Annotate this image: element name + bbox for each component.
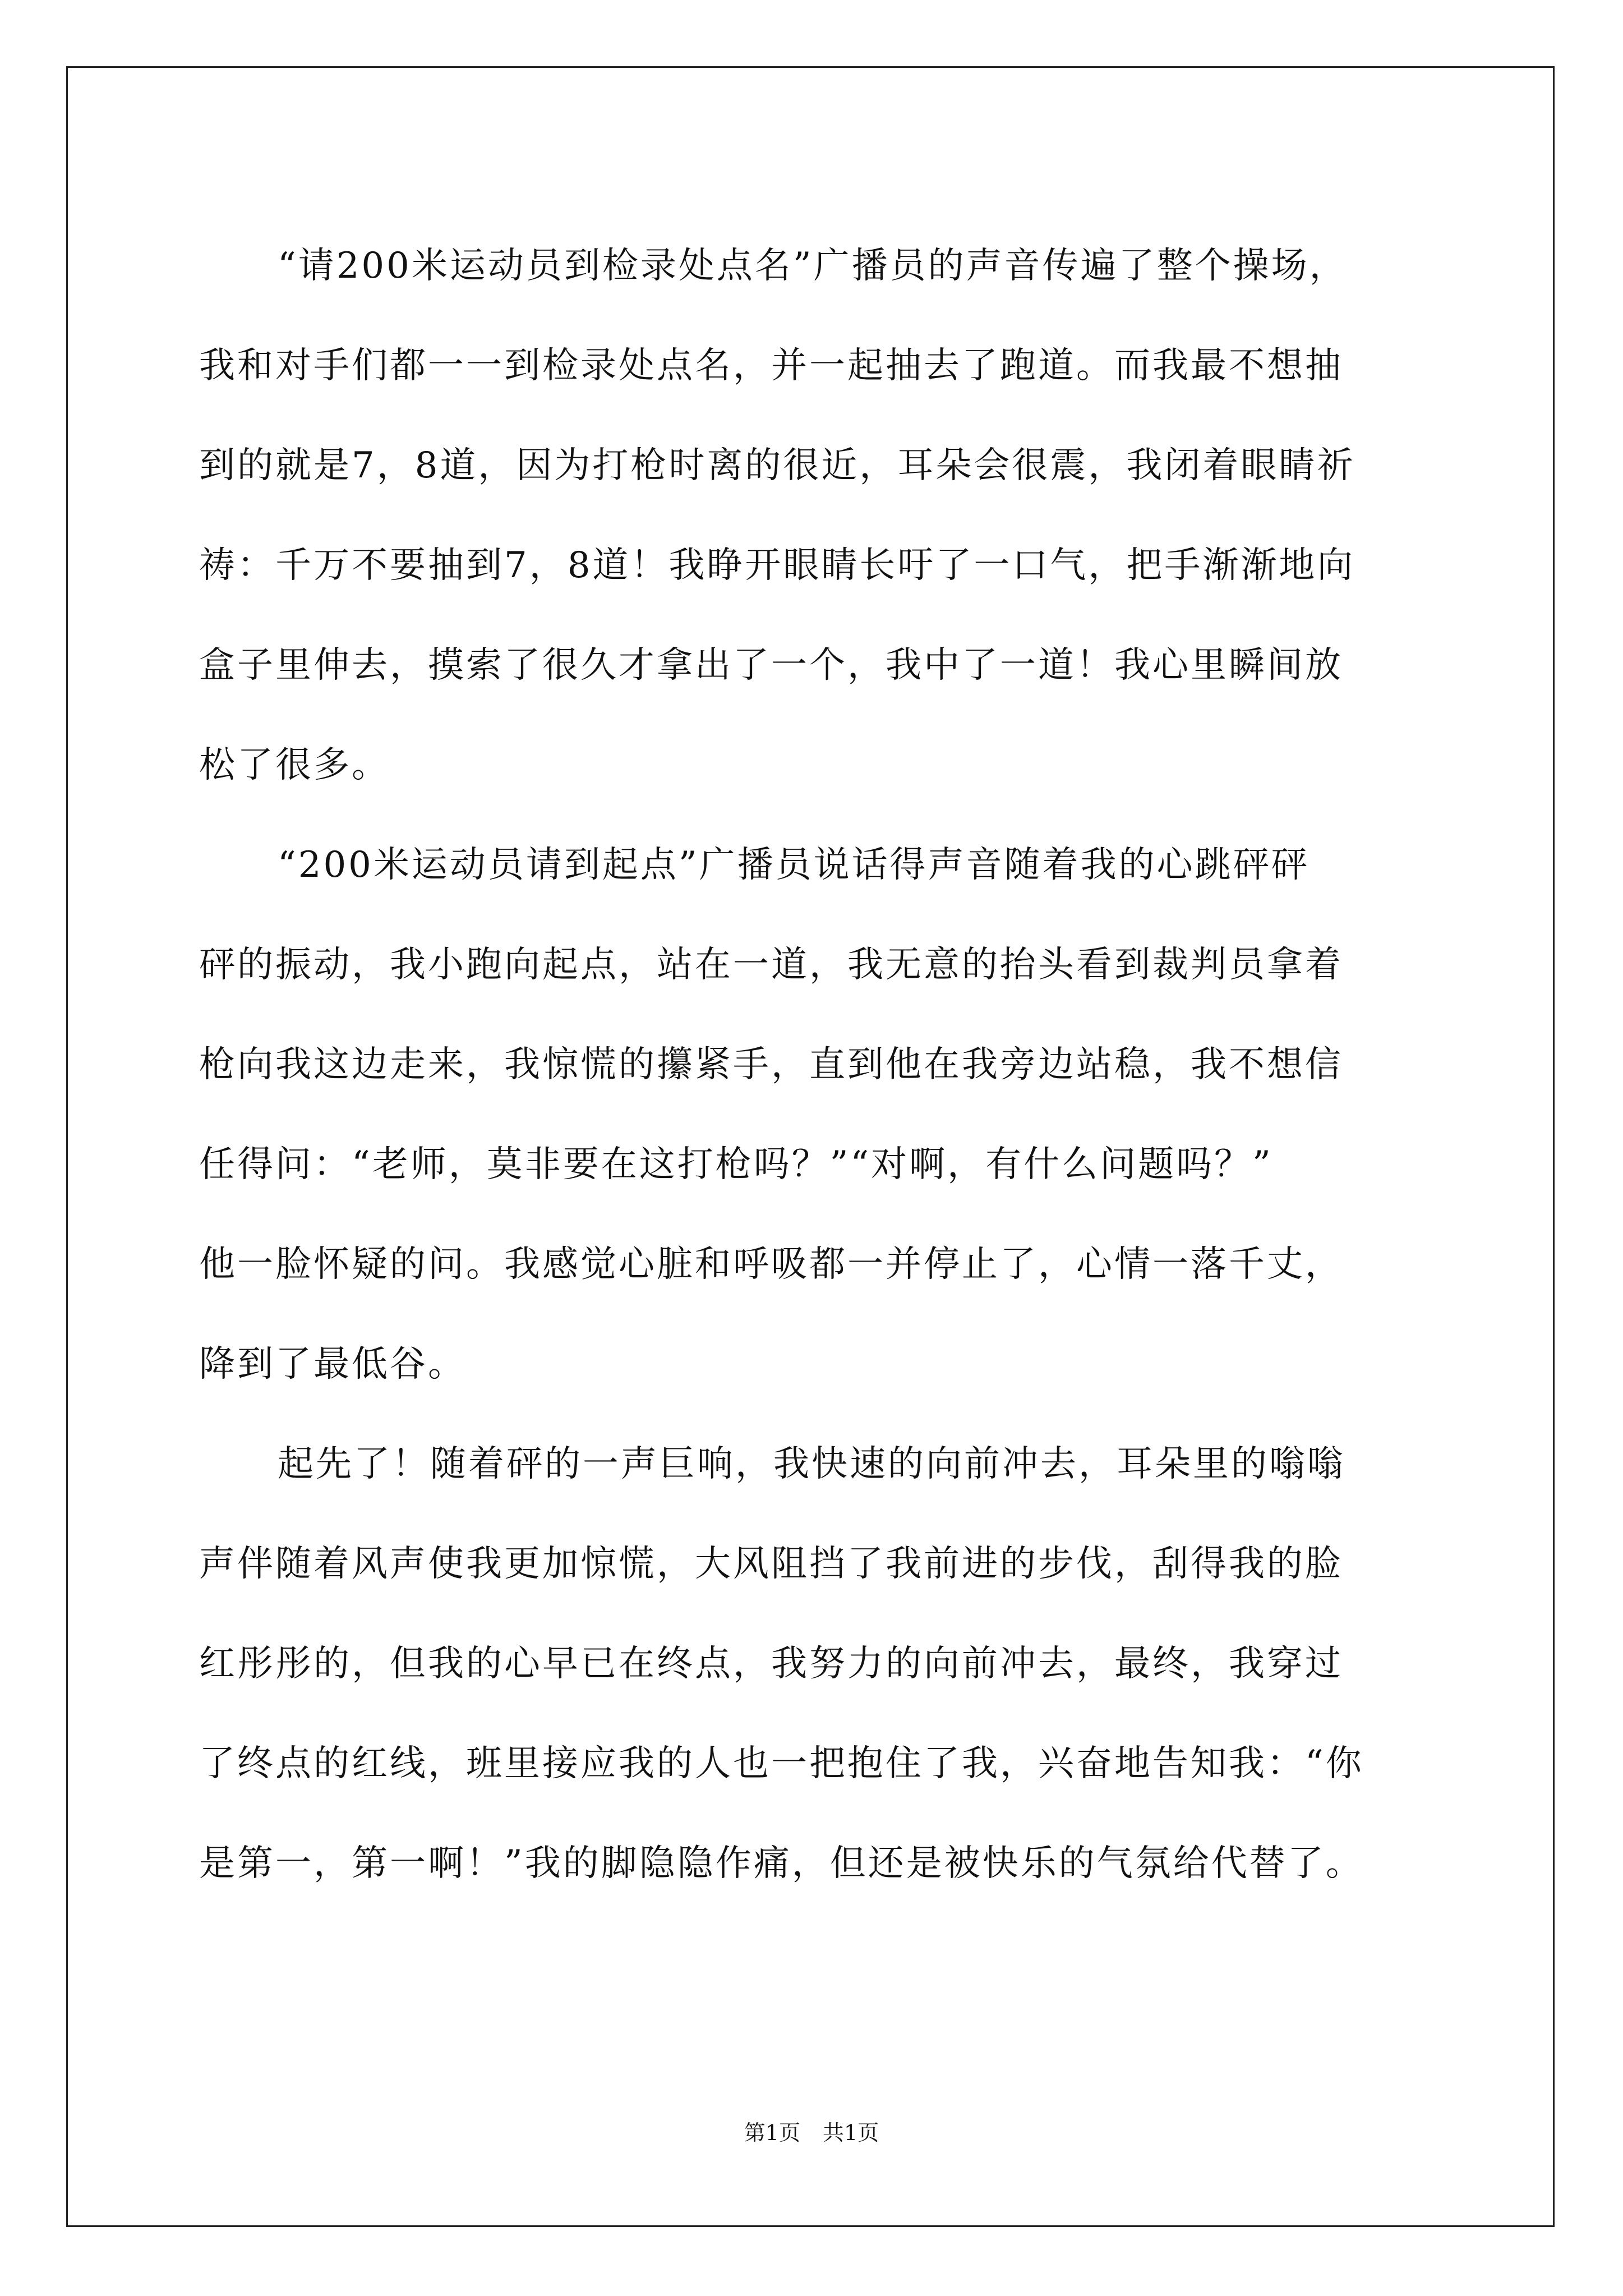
text-line: 是第一，第一啊！”我的脚隐隐作痛，但还是被快乐的气氛给代替了。 [199, 1843, 1364, 1884]
text-line: 砰的振动，我小跑向起点，站在一道，我无意的抬头看到裁判员拿着 [199, 944, 1343, 986]
text-line: 声伴随着风声使我更加惊慌，大风阻挡了我前进的步伐，刮得我的脸 [199, 1543, 1343, 1585]
page-number-current: 第1页 [744, 2120, 800, 2145]
text-line: 枪向我这边走来，我惊慌的攥紧手，直到他在我旁边站稳，我不想信 [199, 1044, 1343, 1085]
text-line: 降到了最低谷。 [199, 1343, 466, 1385]
text-line: 我和对手们都一一到检录处点名，并一起抽去了跑道。而我最不想抽 [199, 345, 1343, 386]
text-line: 盒子里伸去，摸索了很久才拿出了一个，我中了一道！我心里瞬间放 [199, 645, 1343, 686]
page-footer [0, 2116, 1623, 2150]
text-line: 红彤彤的，但我的心早已在终点，我努力的向前冲去，最终，我穿过 [199, 1643, 1343, 1685]
text-line: 松了很多。 [199, 744, 390, 786]
text-line: “请200米运动员到检录处点名”广播员的声音传遍了整个操场， [278, 245, 1348, 287]
text-line: 他一脸怀疑的问。我感觉心脏和呼吸都一并停止了，心情一落千丈， [199, 1244, 1343, 1285]
document-body [199, 216, 1433, 1913]
page-number-total: 共1页 [823, 2120, 879, 2145]
text-line: “200米运动员请到起点”广播员说话得声音随着我的心跳砰砰 [278, 844, 1310, 886]
text-line: 任得问：“老师，莫非要在这打枪吗？”“对啊，有什么问题吗？” [199, 1144, 1273, 1185]
text-line: 祷：千万不要抽到7，8道！我睁开眼睛长吁了一口气，把手渐渐地向 [199, 545, 1355, 586]
text-line: 了终点的红线，班里接应我的人也一把抱住了我，兴奋地告知我：“你 [199, 1743, 1364, 1784]
text-line: 起先了！随着砰的一声巨响，我快速的向前冲去，耳朵里的嗡嗡 [278, 1443, 1345, 1485]
text-line: 到的就是7，8道，因为打枪时离的很近，耳朵会很震，我闭着眼睛祈 [199, 445, 1355, 486]
